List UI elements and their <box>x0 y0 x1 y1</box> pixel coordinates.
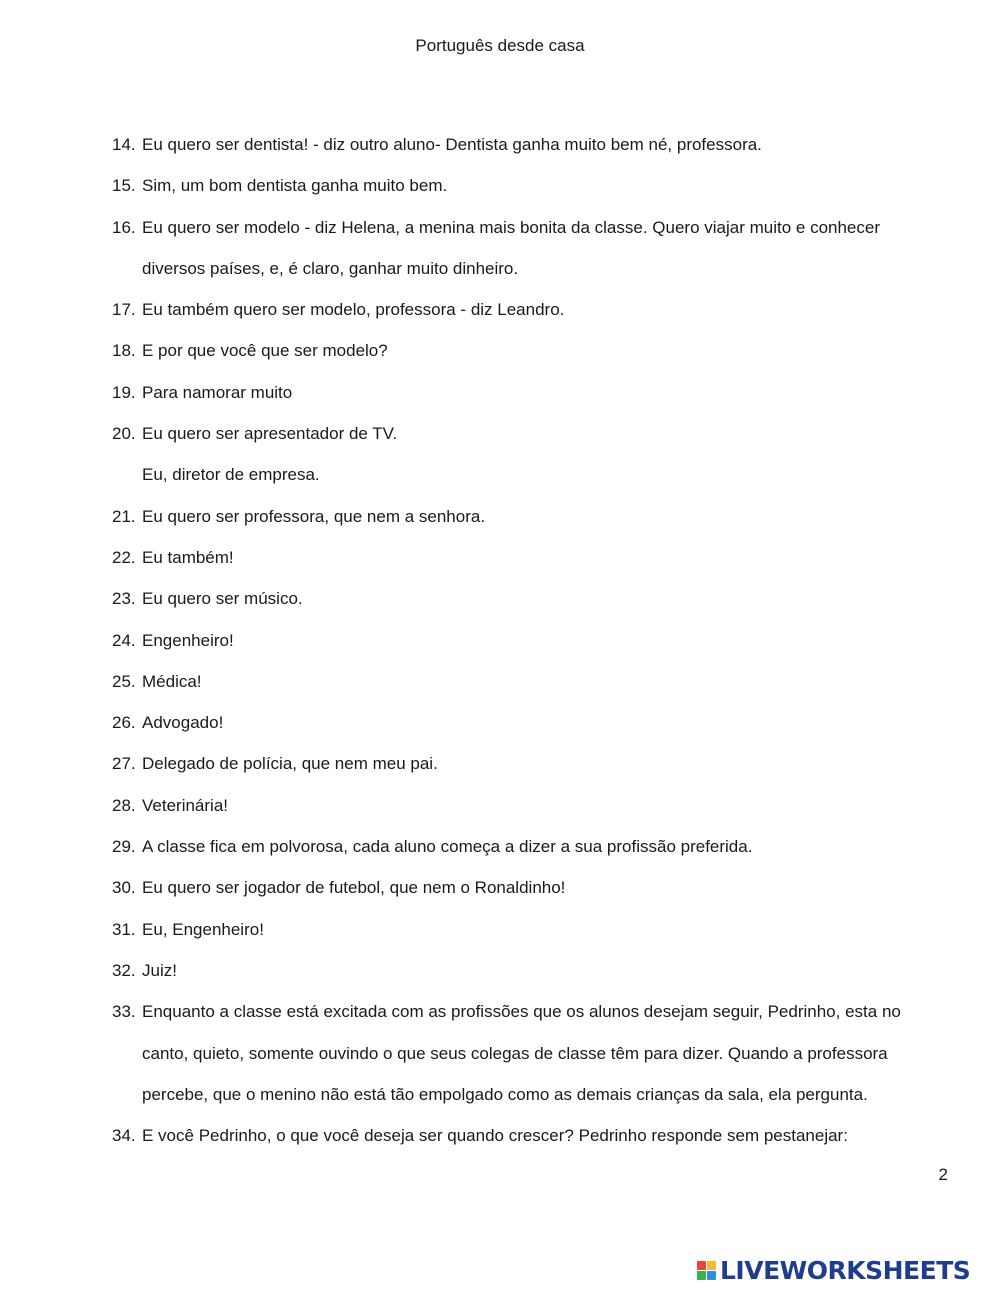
line-number: 33. <box>112 1002 136 1022</box>
line-number: 32. <box>112 960 136 980</box>
dialogue-line <box>112 702 952 743</box>
line-text: canto, quieto, somente ouvindo o que seus colegas de classe têm para dizer. Quando a professora <box>142 1043 888 1063</box>
line-number: 19. <box>112 382 136 402</box>
line-number: 28. <box>112 795 136 815</box>
line-text: Para namorar muito <box>142 382 293 402</box>
line-text: Médica! <box>142 671 202 691</box>
line-text: Juiz! <box>142 960 177 980</box>
line-text: E você Pedrinho, o que você deseja ser quando crescer? Pedrinho responde sem pestanejar: <box>142 1126 848 1146</box>
line-text: Enquanto a classe está excitada com as profissões que os alunos desejam seguir, Pedrinho, esta no <box>142 1002 901 1022</box>
line-number: 31. <box>112 919 136 939</box>
line-number: 20. <box>112 424 136 444</box>
line-text: Advogado! <box>142 713 224 733</box>
line-text: Eu também! <box>142 547 234 567</box>
line-text: Eu quero ser apresentador de TV. <box>142 424 398 444</box>
line-number: 29. <box>112 837 136 857</box>
line-text: Delegado de polícia, que nem meu pai. <box>142 754 438 774</box>
dialogue-line <box>112 826 952 867</box>
line-text: A classe fica em polvorosa, cada aluno começa a dizer a sua profissão preferida. <box>142 837 753 857</box>
line-number: 30. <box>112 878 136 898</box>
line-number: 16. <box>112 217 136 237</box>
line-text: Eu, diretor de empresa. <box>142 465 320 485</box>
logo-square <box>707 1271 716 1280</box>
dialogue-line <box>112 909 952 950</box>
liveworksheets-logo-icon <box>697 1261 716 1280</box>
line-number: 34. <box>112 1126 136 1146</box>
line-text: Eu quero ser modelo - diz Helena, a menina mais bonita da classe. Quero viajar muito e conhecer <box>142 217 880 237</box>
line-text: Eu quero ser dentista! - diz outro aluno- Dentista ganha muito bem né, professora. <box>142 135 762 154</box>
dialogue-line <box>112 330 952 371</box>
dialogue-line <box>112 620 952 661</box>
line-text: Eu, Engenheiro! <box>142 919 264 939</box>
line-text: Sim, um bom dentista ganha muito bem. <box>142 176 448 196</box>
brand-name: LIVEWORKSHEETS <box>720 1255 971 1285</box>
line-text: Eu quero ser músico. <box>142 589 303 609</box>
logo-square <box>707 1261 716 1270</box>
dialogue-line <box>112 578 952 619</box>
dialogue-line <box>112 1074 952 1115</box>
dialogue-line <box>112 496 952 537</box>
dialogue-line <box>112 248 952 289</box>
dialogue-line <box>112 165 952 206</box>
dialogue-line <box>112 661 952 702</box>
liveworksheets-brand <box>697 1255 970 1285</box>
logo-square <box>697 1261 706 1270</box>
line-number: 26. <box>112 713 136 733</box>
dialogue-line <box>112 454 952 495</box>
page-number: 2 <box>938 1165 948 1184</box>
dialogue-line <box>112 372 952 413</box>
line-text: percebe, que o menino não está tão empolgado como as demais crianças da sala, ela pergunta. <box>142 1084 868 1104</box>
line-number: 23. <box>112 589 136 609</box>
logo-square <box>697 1271 706 1280</box>
line-text: Engenheiro! <box>142 630 234 650</box>
dialogue-line <box>112 991 952 1032</box>
dialogue-line <box>112 124 952 165</box>
line-number: 27. <box>112 754 136 774</box>
line-number: 14. <box>112 135 136 154</box>
line-number: 24. <box>112 630 136 650</box>
line-text: Eu quero ser professora, que nem a senhora. <box>142 506 486 526</box>
line-number: 22. <box>112 547 136 567</box>
dialogue-line <box>112 867 952 908</box>
line-number: 21. <box>112 506 136 526</box>
dialogue-line <box>112 1115 952 1156</box>
line-text: Eu também quero ser modelo, professora - diz Leandro. <box>142 300 565 320</box>
dialogue-line <box>112 537 952 578</box>
dialogue-line <box>112 289 952 330</box>
line-number: 17. <box>112 300 136 320</box>
dialogue-list <box>112 124 952 1156</box>
line-number: 18. <box>112 341 136 361</box>
dialogue-line <box>112 207 952 248</box>
line-text: diversos países, e, é claro, ganhar muito dinheiro. <box>142 258 519 278</box>
dialogue-line <box>112 785 952 826</box>
dialogue-line <box>112 743 952 784</box>
line-text: Eu quero ser jogador de futebol, que nem o Ronaldinho! <box>142 878 566 898</box>
dialogue-line <box>112 950 952 991</box>
line-text: E por que você que ser modelo? <box>142 341 388 361</box>
dialogue-line <box>112 413 952 454</box>
line-number: 15. <box>112 176 136 196</box>
page-header: Português desde casa <box>415 36 585 55</box>
line-text: Veterinária! <box>142 795 228 815</box>
line-number: 25. <box>112 671 136 691</box>
dialogue-line <box>112 1033 952 1074</box>
